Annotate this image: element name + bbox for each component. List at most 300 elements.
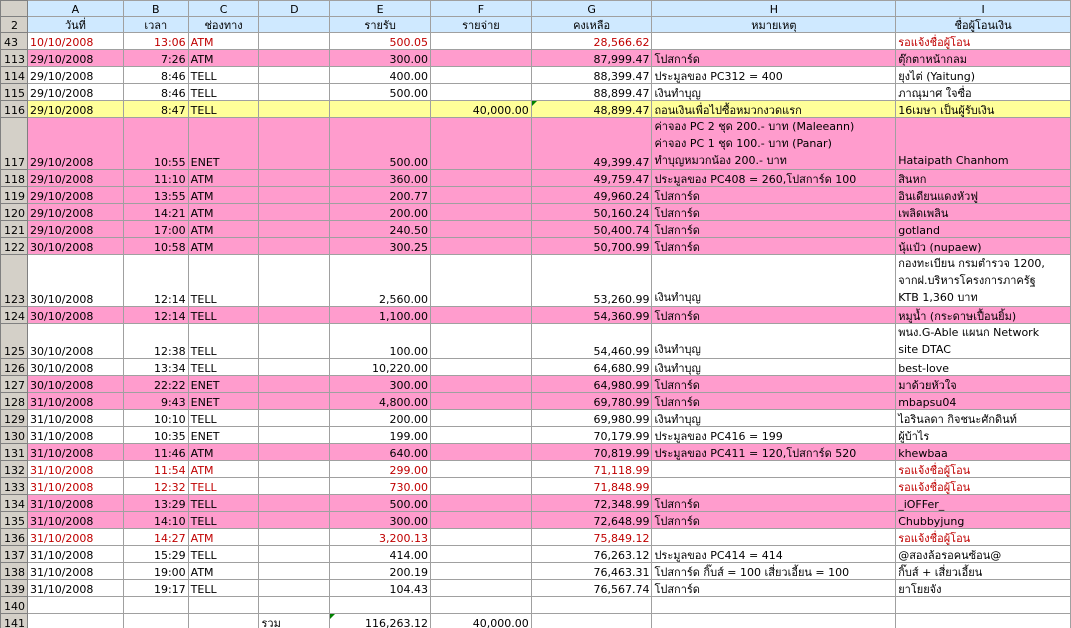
note-cell[interactable] — [652, 529, 896, 546]
time-cell[interactable]: 19:17 — [123, 580, 188, 597]
balance-cell[interactable]: 87,999.47 — [531, 50, 652, 67]
balance-cell[interactable]: 88,899.47 — [531, 84, 652, 101]
time-cell[interactable]: 12:14 — [123, 307, 188, 324]
channel-cell[interactable]: ATM — [188, 50, 259, 67]
channel-cell[interactable]: TELL — [188, 67, 259, 84]
sender-name-cell[interactable]: ผู้บ้าไร — [896, 427, 1071, 444]
d-cell[interactable] — [259, 410, 330, 427]
expense-cell[interactable] — [431, 376, 532, 393]
select-all-corner[interactable] — [1, 1, 28, 17]
note-cell[interactable] — [652, 614, 896, 628]
time-cell[interactable]: 10:55 — [123, 118, 188, 170]
balance-cell[interactable]: 53,260.99 — [531, 255, 652, 307]
date-cell[interactable]: 29/10/2008 — [28, 187, 124, 204]
column-header-d[interactable]: D — [259, 1, 330, 17]
expense-cell[interactable] — [431, 187, 532, 204]
date-cell[interactable]: 31/10/2008 — [28, 444, 124, 461]
header-income[interactable]: รายรับ — [330, 17, 431, 33]
channel-cell[interactable]: TELL — [188, 307, 259, 324]
time-cell[interactable] — [123, 597, 188, 614]
row-number[interactable]: 125 — [1, 324, 28, 359]
header-expense[interactable]: รายจ่าย — [431, 17, 532, 33]
d-cell[interactable] — [259, 324, 330, 359]
time-cell[interactable]: 10:35 — [123, 427, 188, 444]
d-cell[interactable] — [259, 546, 330, 563]
sender-name-cell[interactable]: รอแจ้งชื่อผู้โอน — [896, 33, 1071, 50]
d-cell[interactable] — [259, 118, 330, 170]
expense-cell[interactable] — [431, 307, 532, 324]
time-cell[interactable]: 13:29 — [123, 495, 188, 512]
date-cell[interactable]: 31/10/2008 — [28, 580, 124, 597]
sender-name-cell[interactable]: มาด้วยหัวใจ — [896, 376, 1071, 393]
balance-cell[interactable]: 76,567.74 — [531, 580, 652, 597]
balance-cell[interactable]: 70,179.99 — [531, 427, 652, 444]
note-cell[interactable]: เงินทำบุญ — [652, 84, 896, 101]
date-cell[interactable]: 30/10/2008 — [28, 359, 124, 376]
note-cell[interactable]: โปสการ์ด — [652, 204, 896, 221]
sender-name-cell[interactable]: กองทะเบียน กรมตำรวจ 1200, จากฝ.บริหารโครงการภาครัฐ KTB 1,360 บาท — [896, 255, 1071, 307]
d-cell[interactable] — [259, 84, 330, 101]
column-header-i[interactable]: I — [896, 1, 1071, 17]
time-cell[interactable]: 8:47 — [123, 101, 188, 118]
d-cell[interactable] — [259, 512, 330, 529]
balance-cell[interactable]: 48,899.47 — [531, 101, 652, 118]
income-cell[interactable]: 200.77 — [330, 187, 431, 204]
time-cell[interactable]: 12:38 — [123, 324, 188, 359]
channel-cell[interactable]: TELL — [188, 546, 259, 563]
expense-cell[interactable] — [431, 427, 532, 444]
balance-cell[interactable]: 49,759.47 — [531, 170, 652, 187]
row-number[interactable]: 117 — [1, 118, 28, 170]
row-number[interactable]: 140 — [1, 597, 28, 614]
sender-name-cell[interactable] — [896, 614, 1071, 628]
note-cell[interactable]: เงินทำบุญ — [652, 410, 896, 427]
row-number[interactable]: 113 — [1, 50, 28, 67]
date-cell[interactable]: 29/10/2008 — [28, 118, 124, 170]
d-cell[interactable] — [259, 529, 330, 546]
time-cell[interactable]: 10:58 — [123, 238, 188, 255]
income-cell[interactable]: 360.00 — [330, 170, 431, 187]
row-number[interactable]: 130 — [1, 427, 28, 444]
balance-cell[interactable]: 71,848.99 — [531, 478, 652, 495]
balance-cell[interactable]: 69,980.99 — [531, 410, 652, 427]
time-cell[interactable]: 14:21 — [123, 204, 188, 221]
income-cell[interactable]: 500.00 — [330, 118, 431, 170]
channel-cell[interactable]: TELL — [188, 324, 259, 359]
column-header-e[interactable]: E — [330, 1, 431, 17]
channel-cell[interactable]: ATM — [188, 204, 259, 221]
expense-cell[interactable] — [431, 33, 532, 50]
d-cell[interactable] — [259, 495, 330, 512]
time-cell[interactable]: 12:32 — [123, 478, 188, 495]
sender-name-cell[interactable]: กิ๊บส์ + เสี่ยวเอี้ยน — [896, 563, 1071, 580]
expense-cell[interactable] — [431, 324, 532, 359]
note-cell[interactable]: ประมูลของ PC416 = 199 — [652, 427, 896, 444]
time-cell[interactable]: 11:54 — [123, 461, 188, 478]
date-cell[interactable]: 29/10/2008 — [28, 67, 124, 84]
row-number[interactable]: 134 — [1, 495, 28, 512]
date-cell[interactable]: 31/10/2008 — [28, 410, 124, 427]
d-cell[interactable] — [259, 187, 330, 204]
income-cell[interactable]: 500.05 — [330, 33, 431, 50]
time-cell[interactable]: 14:27 — [123, 529, 188, 546]
channel-cell[interactable]: TELL — [188, 84, 259, 101]
balance-cell[interactable]: 54,360.99 — [531, 307, 652, 324]
time-cell[interactable]: 10:10 — [123, 410, 188, 427]
time-cell[interactable]: 13:34 — [123, 359, 188, 376]
note-cell[interactable]: โปสการ์ด — [652, 221, 896, 238]
date-cell[interactable]: 30/10/2008 — [28, 238, 124, 255]
row-number[interactable]: 2 — [1, 17, 28, 33]
sender-name-cell[interactable]: 16เมษา เป็นผู้รับเงิน — [896, 101, 1071, 118]
date-cell[interactable]: 30/10/2008 — [28, 255, 124, 307]
row-number[interactable]: 137 — [1, 546, 28, 563]
sender-name-cell[interactable]: mbapsu04 — [896, 393, 1071, 410]
row-number[interactable]: 122 — [1, 238, 28, 255]
sender-name-cell[interactable]: best-love — [896, 359, 1071, 376]
sender-name-cell[interactable] — [896, 597, 1071, 614]
income-cell[interactable]: 240.50 — [330, 221, 431, 238]
income-cell[interactable] — [330, 101, 431, 118]
channel-cell[interactable]: ATM — [188, 221, 259, 238]
row-number[interactable]: 131 — [1, 444, 28, 461]
sender-name-cell[interactable]: ยุงไต่ (Yaitung) — [896, 67, 1071, 84]
income-cell[interactable] — [330, 597, 431, 614]
balance-cell[interactable]: 64,680.99 — [531, 359, 652, 376]
income-cell[interactable]: 200.19 — [330, 563, 431, 580]
expense-cell[interactable] — [431, 444, 532, 461]
income-cell[interactable]: 730.00 — [330, 478, 431, 495]
channel-cell[interactable]: TELL — [188, 101, 259, 118]
balance-cell[interactable]: 28,566.62 — [531, 33, 652, 50]
row-number[interactable]: 119 — [1, 187, 28, 204]
note-cell[interactable]: โปสการ์ด — [652, 376, 896, 393]
expense-cell[interactable] — [431, 563, 532, 580]
note-cell[interactable]: โปสการ์ด — [652, 393, 896, 410]
time-cell[interactable]: 13:06 — [123, 33, 188, 50]
date-cell[interactable]: 30/10/2008 — [28, 376, 124, 393]
expense-cell[interactable]: 40,000.00 — [431, 614, 532, 628]
income-cell[interactable]: 1,100.00 — [330, 307, 431, 324]
channel-cell[interactable]: ENET — [188, 376, 259, 393]
income-cell[interactable]: 4,800.00 — [330, 393, 431, 410]
row-number[interactable]: 135 — [1, 512, 28, 529]
income-cell[interactable]: 500.00 — [330, 495, 431, 512]
channel-cell[interactable]: TELL — [188, 512, 259, 529]
note-cell[interactable]: ประมูลของ PC408 = 260,โปสการ์ด 100 — [652, 170, 896, 187]
row-number[interactable]: 132 — [1, 461, 28, 478]
header-d[interactable] — [259, 17, 330, 33]
date-cell[interactable]: 29/10/2008 — [28, 221, 124, 238]
row-number[interactable]: 136 — [1, 529, 28, 546]
expense-cell[interactable] — [431, 118, 532, 170]
d-cell[interactable] — [259, 461, 330, 478]
channel-cell[interactable]: TELL — [188, 580, 259, 597]
date-cell[interactable] — [28, 614, 124, 628]
row-number[interactable]: 118 — [1, 170, 28, 187]
date-cell[interactable]: 31/10/2008 — [28, 495, 124, 512]
d-cell[interactable] — [259, 238, 330, 255]
date-cell[interactable]: 29/10/2008 — [28, 50, 124, 67]
row-number[interactable]: 116 — [1, 101, 28, 118]
income-cell[interactable]: 199.00 — [330, 427, 431, 444]
balance-cell[interactable]: 75,849.12 — [531, 529, 652, 546]
row-number[interactable]: 139 — [1, 580, 28, 597]
income-cell[interactable]: 300.00 — [330, 512, 431, 529]
expense-cell[interactable] — [431, 50, 532, 67]
d-cell[interactable] — [259, 580, 330, 597]
expense-cell[interactable] — [431, 170, 532, 187]
income-cell[interactable]: 400.00 — [330, 67, 431, 84]
d-cell[interactable] — [259, 204, 330, 221]
balance-cell[interactable]: 69,780.99 — [531, 393, 652, 410]
channel-cell[interactable]: ATM — [188, 33, 259, 50]
row-number[interactable]: 127 — [1, 376, 28, 393]
sender-name-cell[interactable]: @สองล้อรอคนซ้อน@ — [896, 546, 1071, 563]
date-cell[interactable]: 29/10/2008 — [28, 170, 124, 187]
balance-cell[interactable]: 76,463.31 — [531, 563, 652, 580]
date-cell[interactable]: 31/10/2008 — [28, 546, 124, 563]
column-header-h[interactable]: H — [652, 1, 896, 17]
expense-cell[interactable] — [431, 238, 532, 255]
note-cell[interactable]: โปสการ์ด — [652, 187, 896, 204]
note-cell[interactable] — [652, 461, 896, 478]
balance-cell[interactable]: 50,400.74 — [531, 221, 652, 238]
income-cell[interactable]: 116,263.12 — [330, 614, 431, 628]
d-cell[interactable] — [259, 307, 330, 324]
row-number[interactable]: 138 — [1, 563, 28, 580]
balance-cell[interactable]: 72,348.99 — [531, 495, 652, 512]
d-cell[interactable] — [259, 67, 330, 84]
date-cell[interactable]: 10/10/2008 — [28, 33, 124, 50]
expense-cell[interactable] — [431, 393, 532, 410]
sender-name-cell[interactable]: Hataipath Chanhom — [896, 118, 1071, 170]
sender-name-cell[interactable]: เพลิดเพลิน — [896, 204, 1071, 221]
column-header-a[interactable]: A — [28, 1, 124, 17]
channel-cell[interactable] — [188, 597, 259, 614]
time-cell[interactable]: 14:10 — [123, 512, 188, 529]
balance-cell[interactable]: 50,700.99 — [531, 238, 652, 255]
sender-name-cell[interactable]: รอแจ้งชื่อผู้โอน — [896, 461, 1071, 478]
expense-cell[interactable] — [431, 580, 532, 597]
note-cell[interactable] — [652, 478, 896, 495]
note-cell[interactable]: โปสการ์ด — [652, 495, 896, 512]
date-cell[interactable]: 29/10/2008 — [28, 101, 124, 118]
d-cell[interactable] — [259, 597, 330, 614]
sender-name-cell[interactable]: ไอรินลดา กิจชนะศักดินท์ — [896, 410, 1071, 427]
date-cell[interactable]: 30/10/2008 — [28, 307, 124, 324]
time-cell[interactable]: 12:14 — [123, 255, 188, 307]
income-cell[interactable]: 300.25 — [330, 238, 431, 255]
sender-name-cell[interactable]: ยาโยยจัง — [896, 580, 1071, 597]
expense-cell[interactable] — [431, 529, 532, 546]
d-cell[interactable]: รวม — [259, 614, 330, 628]
column-header-g[interactable]: G — [531, 1, 652, 17]
d-cell[interactable] — [259, 563, 330, 580]
channel-cell[interactable]: ENET — [188, 427, 259, 444]
channel-cell[interactable]: TELL — [188, 255, 259, 307]
time-cell[interactable]: 13:55 — [123, 187, 188, 204]
income-cell[interactable]: 2,560.00 — [330, 255, 431, 307]
channel-cell[interactable]: ATM — [188, 238, 259, 255]
expense-cell[interactable] — [431, 359, 532, 376]
note-cell[interactable] — [652, 597, 896, 614]
row-number[interactable]: 43 — [1, 33, 28, 50]
time-cell[interactable]: 22:22 — [123, 376, 188, 393]
sender-name-cell[interactable]: _iOFFer_ — [896, 495, 1071, 512]
header-time[interactable]: เวลา — [123, 17, 188, 33]
income-cell[interactable]: 300.00 — [330, 50, 431, 67]
expense-cell[interactable] — [431, 495, 532, 512]
expense-cell[interactable] — [431, 512, 532, 529]
channel-cell[interactable]: ATM — [188, 187, 259, 204]
income-cell[interactable]: 500.00 — [330, 84, 431, 101]
d-cell[interactable] — [259, 221, 330, 238]
sender-name-cell[interactable]: gotland — [896, 221, 1071, 238]
date-cell[interactable] — [28, 597, 124, 614]
header-note[interactable]: หมายเหตุ — [652, 17, 896, 33]
balance-cell[interactable]: 49,399.47 — [531, 118, 652, 170]
column-header-c[interactable]: C — [188, 1, 259, 17]
row-number[interactable]: 121 — [1, 221, 28, 238]
expense-cell[interactable] — [431, 597, 532, 614]
d-cell[interactable] — [259, 359, 330, 376]
time-cell[interactable]: 8:46 — [123, 67, 188, 84]
income-cell[interactable]: 300.00 — [330, 376, 431, 393]
income-cell[interactable]: 200.00 — [330, 410, 431, 427]
expense-cell[interactable] — [431, 204, 532, 221]
sender-name-cell[interactable]: นุ้แป๋ว (nupaew) — [896, 238, 1071, 255]
row-number[interactable]: 124 — [1, 307, 28, 324]
date-cell[interactable]: 29/10/2008 — [28, 204, 124, 221]
d-cell[interactable] — [259, 170, 330, 187]
channel-cell[interactable]: ATM — [188, 461, 259, 478]
channel-cell[interactable]: ATM — [188, 170, 259, 187]
note-cell[interactable] — [652, 33, 896, 50]
time-cell[interactable]: 7:26 — [123, 50, 188, 67]
date-cell[interactable]: 31/10/2008 — [28, 529, 124, 546]
note-cell[interactable]: เงินทำบุญ — [652, 324, 896, 359]
expense-cell[interactable]: 40,000.00 — [431, 101, 532, 118]
date-cell[interactable]: 30/10/2008 — [28, 324, 124, 359]
note-cell[interactable]: ประมูลของ PC414 = 414 — [652, 546, 896, 563]
income-cell[interactable]: 299.00 — [330, 461, 431, 478]
d-cell[interactable] — [259, 478, 330, 495]
time-cell[interactable]: 15:29 — [123, 546, 188, 563]
expense-cell[interactable] — [431, 255, 532, 307]
balance-cell[interactable] — [531, 597, 652, 614]
d-cell[interactable] — [259, 376, 330, 393]
balance-cell[interactable]: 76,263.12 — [531, 546, 652, 563]
date-cell[interactable]: 31/10/2008 — [28, 461, 124, 478]
expense-cell[interactable] — [431, 84, 532, 101]
note-cell[interactable]: โปสการ์ด — [652, 307, 896, 324]
channel-cell[interactable]: TELL — [188, 495, 259, 512]
date-cell[interactable]: 31/10/2008 — [28, 478, 124, 495]
note-cell[interactable]: โปสการ์ด — [652, 50, 896, 67]
column-header-b[interactable]: B — [123, 1, 188, 17]
balance-cell[interactable]: 70,819.99 — [531, 444, 652, 461]
note-cell[interactable]: ประมูลของ PC411 = 120,โปสการ์ด 520 — [652, 444, 896, 461]
sender-name-cell[interactable]: khewbaa — [896, 444, 1071, 461]
income-cell[interactable]: 3,200.13 — [330, 529, 431, 546]
income-cell[interactable]: 100.00 — [330, 324, 431, 359]
channel-cell[interactable]: TELL — [188, 359, 259, 376]
expense-cell[interactable] — [431, 221, 532, 238]
expense-cell[interactable] — [431, 546, 532, 563]
sender-name-cell[interactable]: สินหก — [896, 170, 1071, 187]
time-cell[interactable]: 11:46 — [123, 444, 188, 461]
income-cell[interactable]: 200.00 — [330, 204, 431, 221]
d-cell[interactable] — [259, 444, 330, 461]
d-cell[interactable] — [259, 427, 330, 444]
channel-cell[interactable]: ENET — [188, 118, 259, 170]
row-number[interactable]: 141 — [1, 614, 28, 628]
note-cell[interactable]: โปสการ์ด — [652, 580, 896, 597]
date-cell[interactable]: 31/10/2008 — [28, 393, 124, 410]
expense-cell[interactable] — [431, 461, 532, 478]
expense-cell[interactable] — [431, 410, 532, 427]
date-cell[interactable]: 31/10/2008 — [28, 427, 124, 444]
note-cell[interactable]: เงินทำบุญ — [652, 359, 896, 376]
row-number[interactable]: 115 — [1, 84, 28, 101]
balance-cell[interactable]: 49,960.24 — [531, 187, 652, 204]
note-cell[interactable]: โปสการ์ด — [652, 238, 896, 255]
income-cell[interactable]: 104.43 — [330, 580, 431, 597]
balance-cell[interactable]: 54,460.99 — [531, 324, 652, 359]
expense-cell[interactable] — [431, 478, 532, 495]
sender-name-cell[interactable]: ภาณุมาศ ใจซื่อ — [896, 84, 1071, 101]
channel-cell[interactable]: TELL — [188, 410, 259, 427]
time-cell[interactable]: 8:46 — [123, 84, 188, 101]
channel-cell[interactable]: ATM — [188, 563, 259, 580]
header-balance[interactable]: คงเหลือ — [531, 17, 652, 33]
balance-cell[interactable]: 64,980.99 — [531, 376, 652, 393]
sender-name-cell[interactable]: อินเดียนแดงหัวฟู — [896, 187, 1071, 204]
header-channel[interactable]: ช่องทาง — [188, 17, 259, 33]
note-cell[interactable]: โปสการ์ด — [652, 512, 896, 529]
sender-name-cell[interactable]: หมูน้ำ (กระดาษเปื้อนยิ้ม) — [896, 307, 1071, 324]
date-cell[interactable]: 31/10/2008 — [28, 563, 124, 580]
time-cell[interactable]: 19:00 — [123, 563, 188, 580]
row-number[interactable]: 129 — [1, 410, 28, 427]
channel-cell[interactable]: ATM — [188, 444, 259, 461]
header-date[interactable]: วันที่ — [28, 17, 124, 33]
time-cell[interactable]: 17:00 — [123, 221, 188, 238]
column-header-f[interactable]: F — [431, 1, 532, 17]
row-number[interactable]: 133 — [1, 478, 28, 495]
note-cell[interactable]: ค่าจอง PC 2 ชุด 200.- บาท (Maleeann) ค่าจอง PC 1 ชุด 100.- บาท (Panar) ทำบุญหมวกน้อง 200.- บาท — [652, 118, 896, 170]
sender-name-cell[interactable]: พนง.G-Able แผนก Network site DTAC — [896, 324, 1071, 359]
row-number[interactable]: 128 — [1, 393, 28, 410]
d-cell[interactable] — [259, 33, 330, 50]
time-cell[interactable]: 11:10 — [123, 170, 188, 187]
channel-cell[interactable]: TELL — [188, 478, 259, 495]
income-cell[interactable]: 640.00 — [330, 444, 431, 461]
row-number[interactable]: 126 — [1, 359, 28, 376]
expense-cell[interactable] — [431, 67, 532, 84]
d-cell[interactable] — [259, 101, 330, 118]
balance-cell[interactable]: 88,399.47 — [531, 67, 652, 84]
d-cell[interactable] — [259, 50, 330, 67]
income-cell[interactable]: 10,220.00 — [330, 359, 431, 376]
channel-cell[interactable] — [188, 614, 259, 628]
channel-cell[interactable]: ATM — [188, 529, 259, 546]
note-cell[interactable]: โปสการ์ด กิ๊บส์ = 100 เสี่ยวเอี้ยน = 100 — [652, 563, 896, 580]
balance-cell[interactable]: 71,118.99 — [531, 461, 652, 478]
d-cell[interactable] — [259, 255, 330, 307]
balance-cell[interactable]: 72,648.99 — [531, 512, 652, 529]
